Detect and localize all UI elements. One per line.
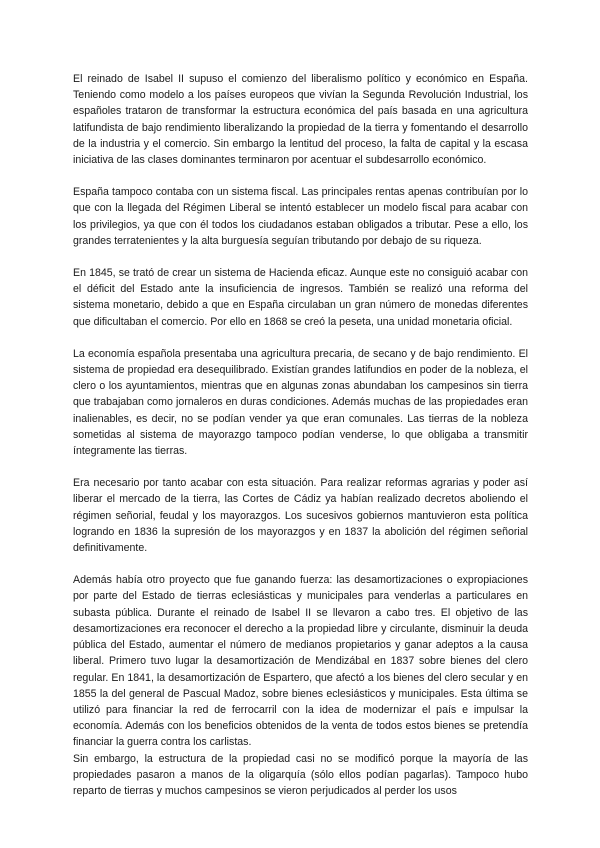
paragraph-agrarian-reforms: Era necesario por tanto acabar con esta situación. Para realizar reformas agrarias y poder así liberar el mercado de la tierra, las Cortes de Cádiz ya habían realizado decretos aboliendo el régimen señorial, feudal y los mayorazgos. Los sucesivos gobiernos mantuvieron esta política logrando en 1836 la supresión de los mayorazgos y en 1837 la abolición del régimen señorial definitivamente.	[73, 477, 528, 555]
paragraph-isabel-ii-liberalism: El reinado de Isabel II supuso el comienzo del liberalismo político y económico en España. Teniendo como modelo a los países europeos que vivían la Segunda Revolución Industrial, los españoles trataron de transformar la estructura económica del país basada en una agricultura latifundista de bajo rendimiento liberalizando la propiedad de la tierra y fomentando el desarrollo de la industria y el comercio. Sin embargo la lentitud del proceso, la falta de capital y la escasa iniciativa de las clases dominantes terminaron por acentuar el subdesarrollo económico.	[73, 73, 528, 167]
document-body	[73, 71, 528, 799]
paragraph-property-structure: Sin embargo, la estructura de la propiedad casi no se modificó porque la mayoría de las propiedades pasaron a manos de la oligarquía (sólo ellos podían pagarlas). Tampoco hubo reparto de tierras y muchos campesinos se vieron perjudicados al perder los usos	[73, 752, 528, 797]
paragraph-hacienda-peseta: En 1845, se trató de crear un sistema de Hacienda eficaz. Aunque este no consiguió acabar con el déficit del Estado ante la insuficiencia de ingresos. También se realizó una reforma del sistema monetario, debido a que en España circulaban un gran número de monedas diferentes que dificultaban el comercio. Por ello en 1868 se creó la peseta, una unidad monetaria oficial.	[73, 267, 528, 328]
paragraph-agriculture: La economía española presentaba una agricultura precaria, de secano y de bajo rendimiento. El sistema de propiedad era desequilibrado. Existían grandes latifundios en poder de la nobleza, el clero o los ayuntamientos, mientras que en algunas zonas abundaban los campesinos sin tierra que trabajaban como jornaleros en duras condiciones. Además muchas de las propiedades eran inalienables, es decir, no se podían vender ya que eran comunales. Las tierras de la nobleza sometidas al sistema de mayorazgo tampoco podían venderse, lo que obligaba a transmitir íntegramente las tierras.	[73, 347, 528, 458]
paragraph-fiscal-system: España tampoco contaba con un sistema fiscal. Las principales rentas apenas contribuían por lo que con la llegada del Régimen Liberal se intentó establecer un modelo fiscal para acabar con los privilegios, ya que con él todos los ciudadanos estaban obligados a tributar. Pese a ello, los grandes terratenientes y la alta burguesía seguían tributando por debajo de su riqueza.	[73, 186, 528, 247]
paragraph-desamortizaciones: Además había otro proyecto que fue ganando fuerza: las desamortizaciones o expropiaciones por parte del Estado de tierras eclesiásticas y municipales para venderlas a particulares en subasta pública. Durante el reinado de Isabel II se llevaron a cabo tres. El objetivo de las desamortizaciones era reconocer el derecho a la propiedad libre y circulante, disminuir la deuda pública del Estado, aumentar el número de medianos propietarios y ganar adeptos a la causa liberal. Primero tuvo lugar la desamortización de Mendizábal en 1837 sobre bienes del clero regular. En 1841, la desamortización de Espartero, que afectó a los bienes del clero secular y en 1855 la del general de Pascual Madoz, sobre bienes eclesiásticos y municipales. Esta última se utilizó para financiar la red de ferrocarril con la idea de modernizar el país e impulsar la economía. Además con los beneficios obtenidos de la venta de todos estos bienes se pretendía financiar la guerra contra los carlistas.	[73, 574, 528, 749]
